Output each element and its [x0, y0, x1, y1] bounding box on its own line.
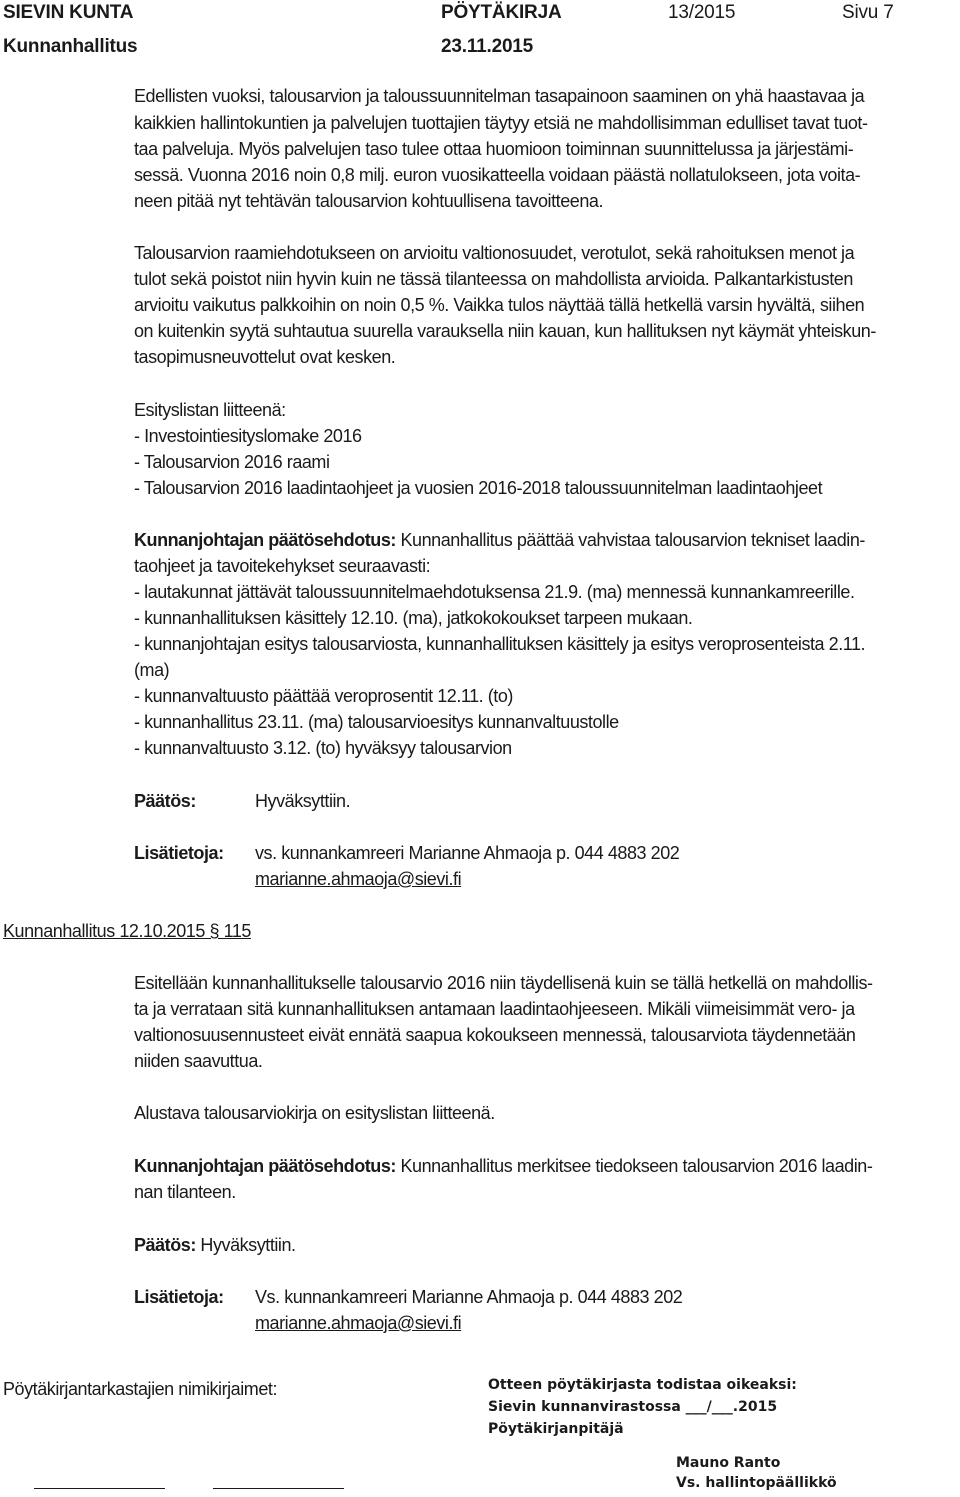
- schedule-item: - kunnanjohtajan esitys talousarviosta, kunnanhallituksen käsittely ja esitys veroprosenteista 2.11.: [134, 634, 866, 654]
- decision-line: [134, 1235, 296, 1256]
- info-label: Lisätietoja:: [134, 1287, 224, 1307]
- text-line: tasopimusneuvottelut ovat kesken.: [134, 347, 396, 367]
- proposal-label: Kunnanjohtajan päätösehdotus:: [134, 530, 396, 550]
- attachment-item: - Talousarvion 2016 laadintaohjeet ja vuosien 2016-2018 taloussuunnitelman laadintaohjeet: [134, 478, 823, 498]
- text-line: ta ja verrataan sitä kunnanhallituksen antamaan laadintaohjeeseen. Mikäli viimeisimmät vero- ja: [134, 999, 855, 1019]
- decision-text: Hyväksyttiin.: [255, 791, 351, 811]
- certify-role: Pöytäkirjanpitäjä: [488, 1421, 624, 1437]
- text-line: neen pitää nyt tehtävän talousarvion kohtuullisena tavoitteena.: [134, 191, 603, 211]
- attachment-item: - Investointiesityslomake 2016: [134, 426, 362, 446]
- schedule-item: - kunnanvaltuusto päättää veroprosentit 12.11. (to): [134, 686, 513, 706]
- schedule-item: (ma): [134, 660, 170, 680]
- attachments-title: Esityslistan liitteenä:: [134, 400, 286, 420]
- doc-number: 13/2015: [668, 2, 736, 23]
- schedule-item: - kunnanvaltuusto 3.12. (to) hyväksyy talousarvion: [134, 738, 512, 758]
- info-email-link[interactable]: marianne.ahmaoja@sievi.fi: [255, 1313, 462, 1333]
- proposal-text: Kunnanhallitus merkitsee tiedokseen talousarvion 2016 laadin-: [395, 1156, 873, 1176]
- info-email-link[interactable]: marianne.ahmaoja@sievi.fi: [255, 869, 462, 889]
- signature-line: [34, 1488, 165, 1489]
- text-line: Talousarvion raamiehdotukseen on arvioitu valtionosuudet, verotulot, sekä rahoituksen menot ja: [134, 243, 855, 263]
- proposal-label: Kunnanjohtajan päätösehdotus:: [134, 1156, 396, 1176]
- doc-type: PÖYTÄKIRJA: [441, 2, 562, 23]
- proposal-text: Kunnanhallitus päättää vahvistaa talousarvion tekniset laadin-: [395, 530, 865, 550]
- signatures-label: Pöytäkirjantarkastajien nimikirjaimet:: [3, 1379, 278, 1399]
- signer-name: Mauno Ranto: [676, 1455, 781, 1471]
- schedule-item: - kunnanhallitus 23.11. (ma) talousarvioesitys kunnanvaltuustolle: [134, 712, 619, 732]
- decision-label: Päätös:: [134, 1235, 196, 1255]
- page-number: Sivu 7: [842, 2, 894, 23]
- org-name: SIEVIN KUNTA: [3, 2, 134, 23]
- text-line: taa palveluja. Myös palvelujen taso tulee ottaa huomioon toiminnan suunnittelussa ja järjestämi-: [134, 139, 854, 159]
- info-text: vs. kunnankamreeri Marianne Ahmaoja p. 044 4883 202: [255, 843, 680, 863]
- text-line: Edellisten vuoksi, talousarvion ja taloussuunnitelman tasapainoon saaminen on yhä haastavaa ja: [134, 86, 865, 106]
- certify-title: Otteen pöytäkirjasta todistaa oikeaksi:: [488, 1377, 797, 1393]
- info-text: Vs. kunnankamreeri Marianne Ahmaoja p. 044 4883 202: [255, 1287, 683, 1307]
- text-line: valtionosuusennusteet eivät ennätä saapua kokoukseen mennessä, talousarviota täydennetään: [134, 1025, 856, 1045]
- text-line: sessä. Vuonna 2016 noin 0,8 milj. euron vuosikatteella voidaan päästä nollatulokseen, jota voita-: [134, 165, 861, 185]
- text-line: niiden saavuttua.: [134, 1051, 263, 1071]
- schedule-item: - kunnanhallituksen käsittely 12.10. (ma), jatkokokoukset tarpeen mukaan.: [134, 608, 693, 628]
- proposal-first-line: [134, 1156, 872, 1177]
- meeting-body: Kunnanhallitus: [3, 36, 138, 57]
- decision-label: Päätös:: [134, 791, 196, 811]
- text-line: nan tilanteen.: [134, 1182, 236, 1202]
- signer-title: Vs. hallintopäällikkö: [676, 1475, 837, 1491]
- text-line: tulot sekä poistot niin hyvin kuin ne tässä tilanteessa on mahdollista arvioida. Palkantarkistusten: [134, 269, 853, 289]
- attachment-item: - Talousarvion 2016 raami: [134, 452, 330, 472]
- text-line: kaikkien hallintokuntien ja palvelujen tuottajien täytyy etsiä ne mahdollisimman edulliset tavat tuot-: [134, 113, 868, 133]
- section2-para2: Alustava talousarviokirja on esityslistan liitteenä.: [134, 1103, 495, 1123]
- text-line: taohjeet ja tavoitekehykset seuraavasti:: [134, 556, 431, 576]
- info-label: Lisätietoja:: [134, 843, 224, 863]
- text-line: on kuitenkin syytä suhtautua suurella varauksella niin kauan, kun hallituksen nyt käymät yhteiskun-: [134, 321, 876, 341]
- schedule-item: - lautakunnat jättävät taloussuunnitelmaehdotuksensa 21.9. (ma) mennessä kunnankamreerille.: [134, 582, 855, 602]
- text-line: arvioitu vaikutus palkkoihin on noin 0,5 %. Vaikka tulos näyttää tällä hetkellä varsin hyvältä, siihen: [134, 295, 865, 315]
- text-line: Esitellään kunnanhallitukselle talousarvio 2016 niin täydellisenä kuin se tällä hetkellä on mahdollis-: [134, 973, 873, 993]
- certify-place: Sievin kunnanvirastossa ___/___.2015: [488, 1399, 778, 1415]
- meeting-date: 23.11.2015: [441, 36, 534, 57]
- signature-line: [213, 1488, 344, 1489]
- decision-text: Hyväksyttiin.: [195, 1235, 296, 1255]
- proposal-first-line: [134, 530, 865, 551]
- meeting-reference: Kunnanhallitus 12.10.2015 § 115: [3, 921, 251, 941]
